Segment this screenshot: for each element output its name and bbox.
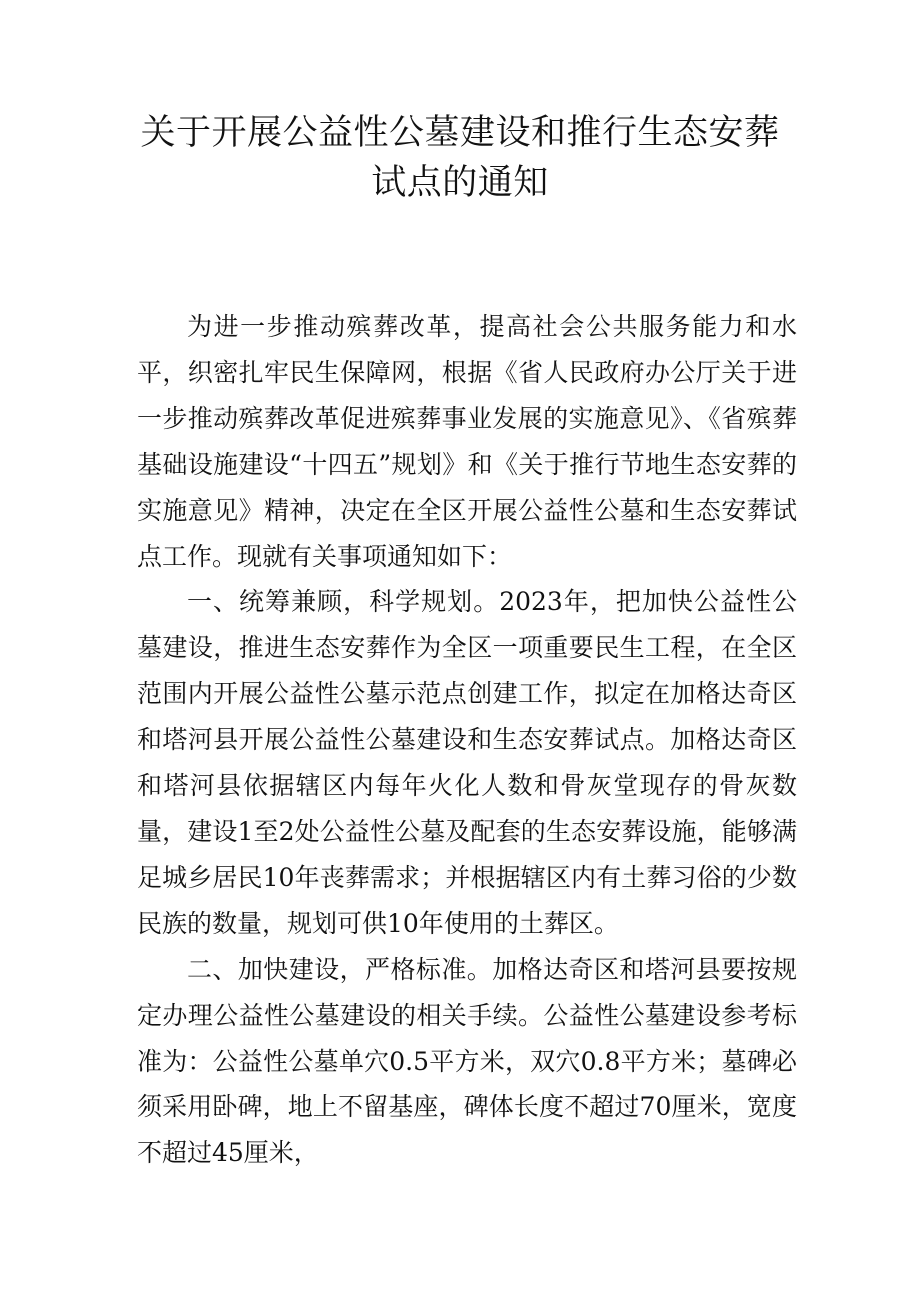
document-title-line-1: 关于开展公益性公墓建设和推行生态安葬 [140,113,780,153]
document-title-line-2: 试点的通知 [371,163,549,203]
paragraph-intro: 为进一步推动殡葬改革，提高社会公共服务能力和水平，织密扎牢民生保障网，根据《省人民政府办公厅关于进一步推动殡葬改革促进殡葬事业发展的实施意见》、《省殡葬基础设施建设“十四五”规划》和《关于推行节地生态安葬的实施意见》精神，决定在全区开展公益性公墓和生态安葬试点工作。现就有关事项通知如下： [137,312,797,571]
paragraph-section-1: 一、统筹兼顾，科学规划。2023年，把加快公益性公墓建设，推进生态安葬作为全区一项重要民生工程，在全区范围内开展公益性公墓示范点创建工作，拟定在加格达奇区和塔河县开展公益性公墓建设和生态安葬试点。加格达奇区和塔河县依据辖区内每年火化人数和骨灰堂现存的骨灰数量，建设1至2处公益性公墓及配套的生态安葬设施，能够满足城乡居民10年丧葬需求；并根据辖区内有土葬习俗的少数民族的数量，规划可供10年使用的土葬区。 [137,587,797,938]
document-body [137,304,797,1176]
paragraph-section-2: 二、加快建设，严格标准。加格达奇区和塔河县要按规定办理公益性公墓建设的相关手续。公益性公墓建设参考标准为：公益性公墓单穴0.5平方米，双穴0.8平方米；墓碑必须采用卧碑，地上不留基座，碑体长度不超过70厘米，宽度不超过45厘米， [137,954,797,1168]
